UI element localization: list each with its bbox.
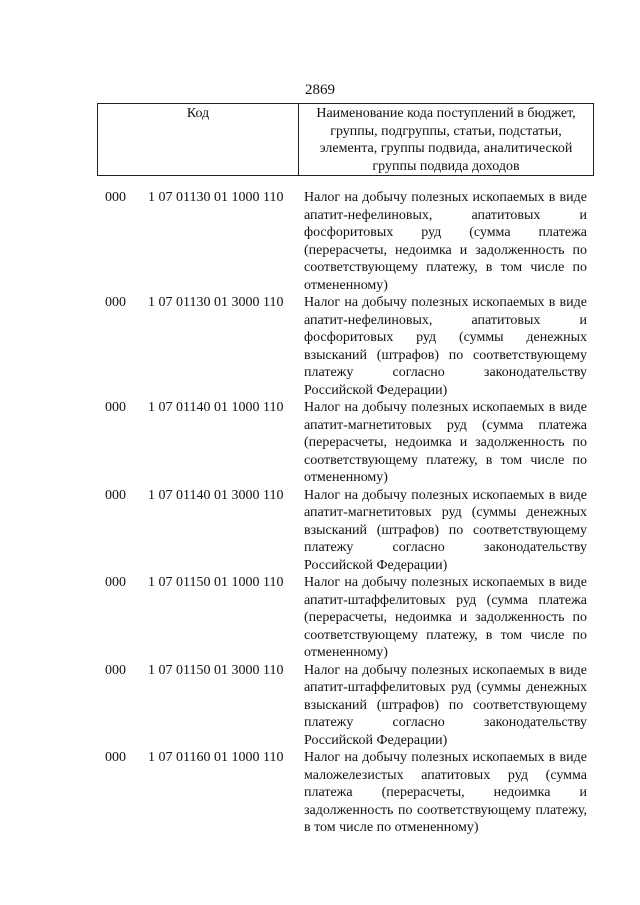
table-row xyxy=(0,749,640,837)
revenue-code: 1 07 01160 01 1000 110 xyxy=(148,750,284,765)
header-name-column: Наименование кода поступлений в бюджет, группы, подгруппы, статьи, подстатьи, элемента, группы подвида, аналитической группы подвида доходов xyxy=(299,104,594,176)
table-row xyxy=(0,189,640,294)
admin-code: 000 xyxy=(105,487,126,503)
admin-code: 000 xyxy=(105,750,126,765)
revenue-code: 1 07 01140 01 3000 110 xyxy=(148,487,284,503)
table-row xyxy=(0,662,640,750)
header-code-column: Код xyxy=(98,104,299,176)
table-header xyxy=(97,103,594,176)
revenue-description: Налог на добычу полезных ископаемых в виде апатит-магнетитовых руд (суммы денежных взысканий (штрафов) по соответствующему платежу согласно законодательству Российской Федерации) xyxy=(304,487,587,573)
table-row xyxy=(0,399,640,487)
table-row xyxy=(0,294,640,399)
admin-code: 000 xyxy=(105,295,126,310)
revenue-description: Налог на добычу полезных ископаемых в виде апатит-магнетитовых руд (сумма платежа (перерасчеты, недоимка и задолженность по соответствующему платежу, в том числе по отмененному) xyxy=(304,400,587,485)
revenue-code: 1 07 01150 01 1000 110 xyxy=(148,575,284,590)
revenue-code: 1 07 01130 01 1000 110 xyxy=(148,190,284,205)
revenue-description: Налог на добычу полезных ископаемых в виде апатит-штаффелитовых руд (сумма платежа (перерасчеты, недоимка и задолженность по соответствующему платежу, в том числе по отмененному) xyxy=(304,575,587,660)
revenue-description: Налог на добычу полезных ископаемых в виде маложелезистых апатитовых руд (сумма платежа (перерасчеты, недоимка и задолженность по соответствующему платежу, в том числе по отмененному) xyxy=(304,750,587,835)
table-row xyxy=(0,487,640,575)
revenue-code: 1 07 01140 01 1000 110 xyxy=(148,400,284,415)
revenue-code: 1 07 01150 01 3000 110 xyxy=(148,662,284,678)
admin-code: 000 xyxy=(105,575,126,590)
revenue-code: 1 07 01130 01 3000 110 xyxy=(148,295,284,310)
revenue-description: Налог на добычу полезных ископаемых в виде апатит-штаффелитовых руд (суммы денежных взысканий (штрафов) по соответствующему платежу согласно законодательству Российской Федерации) xyxy=(304,662,587,748)
admin-code: 000 xyxy=(105,190,126,205)
admin-code: 000 xyxy=(105,400,126,415)
admin-code: 000 xyxy=(105,662,126,678)
revenue-description: Налог на добычу полезных ископаемых в виде апатит-нефелиновых, апатитовых и фосфоритовых руд (суммы денежных взысканий (штрафов) по соответствующему платежу согласно законодательству Российской Федерации) xyxy=(304,295,587,398)
page-number: 2869 xyxy=(305,82,335,98)
revenue-description: Налог на добычу полезных ископаемых в виде апатит-нефелиновых, апатитовых и фосфоритовых руд (сумма платежа (перерасчеты, недоимка и задолженность по соответствующему платежу, в том числе по отмененному) xyxy=(304,190,587,293)
table-row xyxy=(0,574,640,662)
code-list xyxy=(0,189,640,837)
